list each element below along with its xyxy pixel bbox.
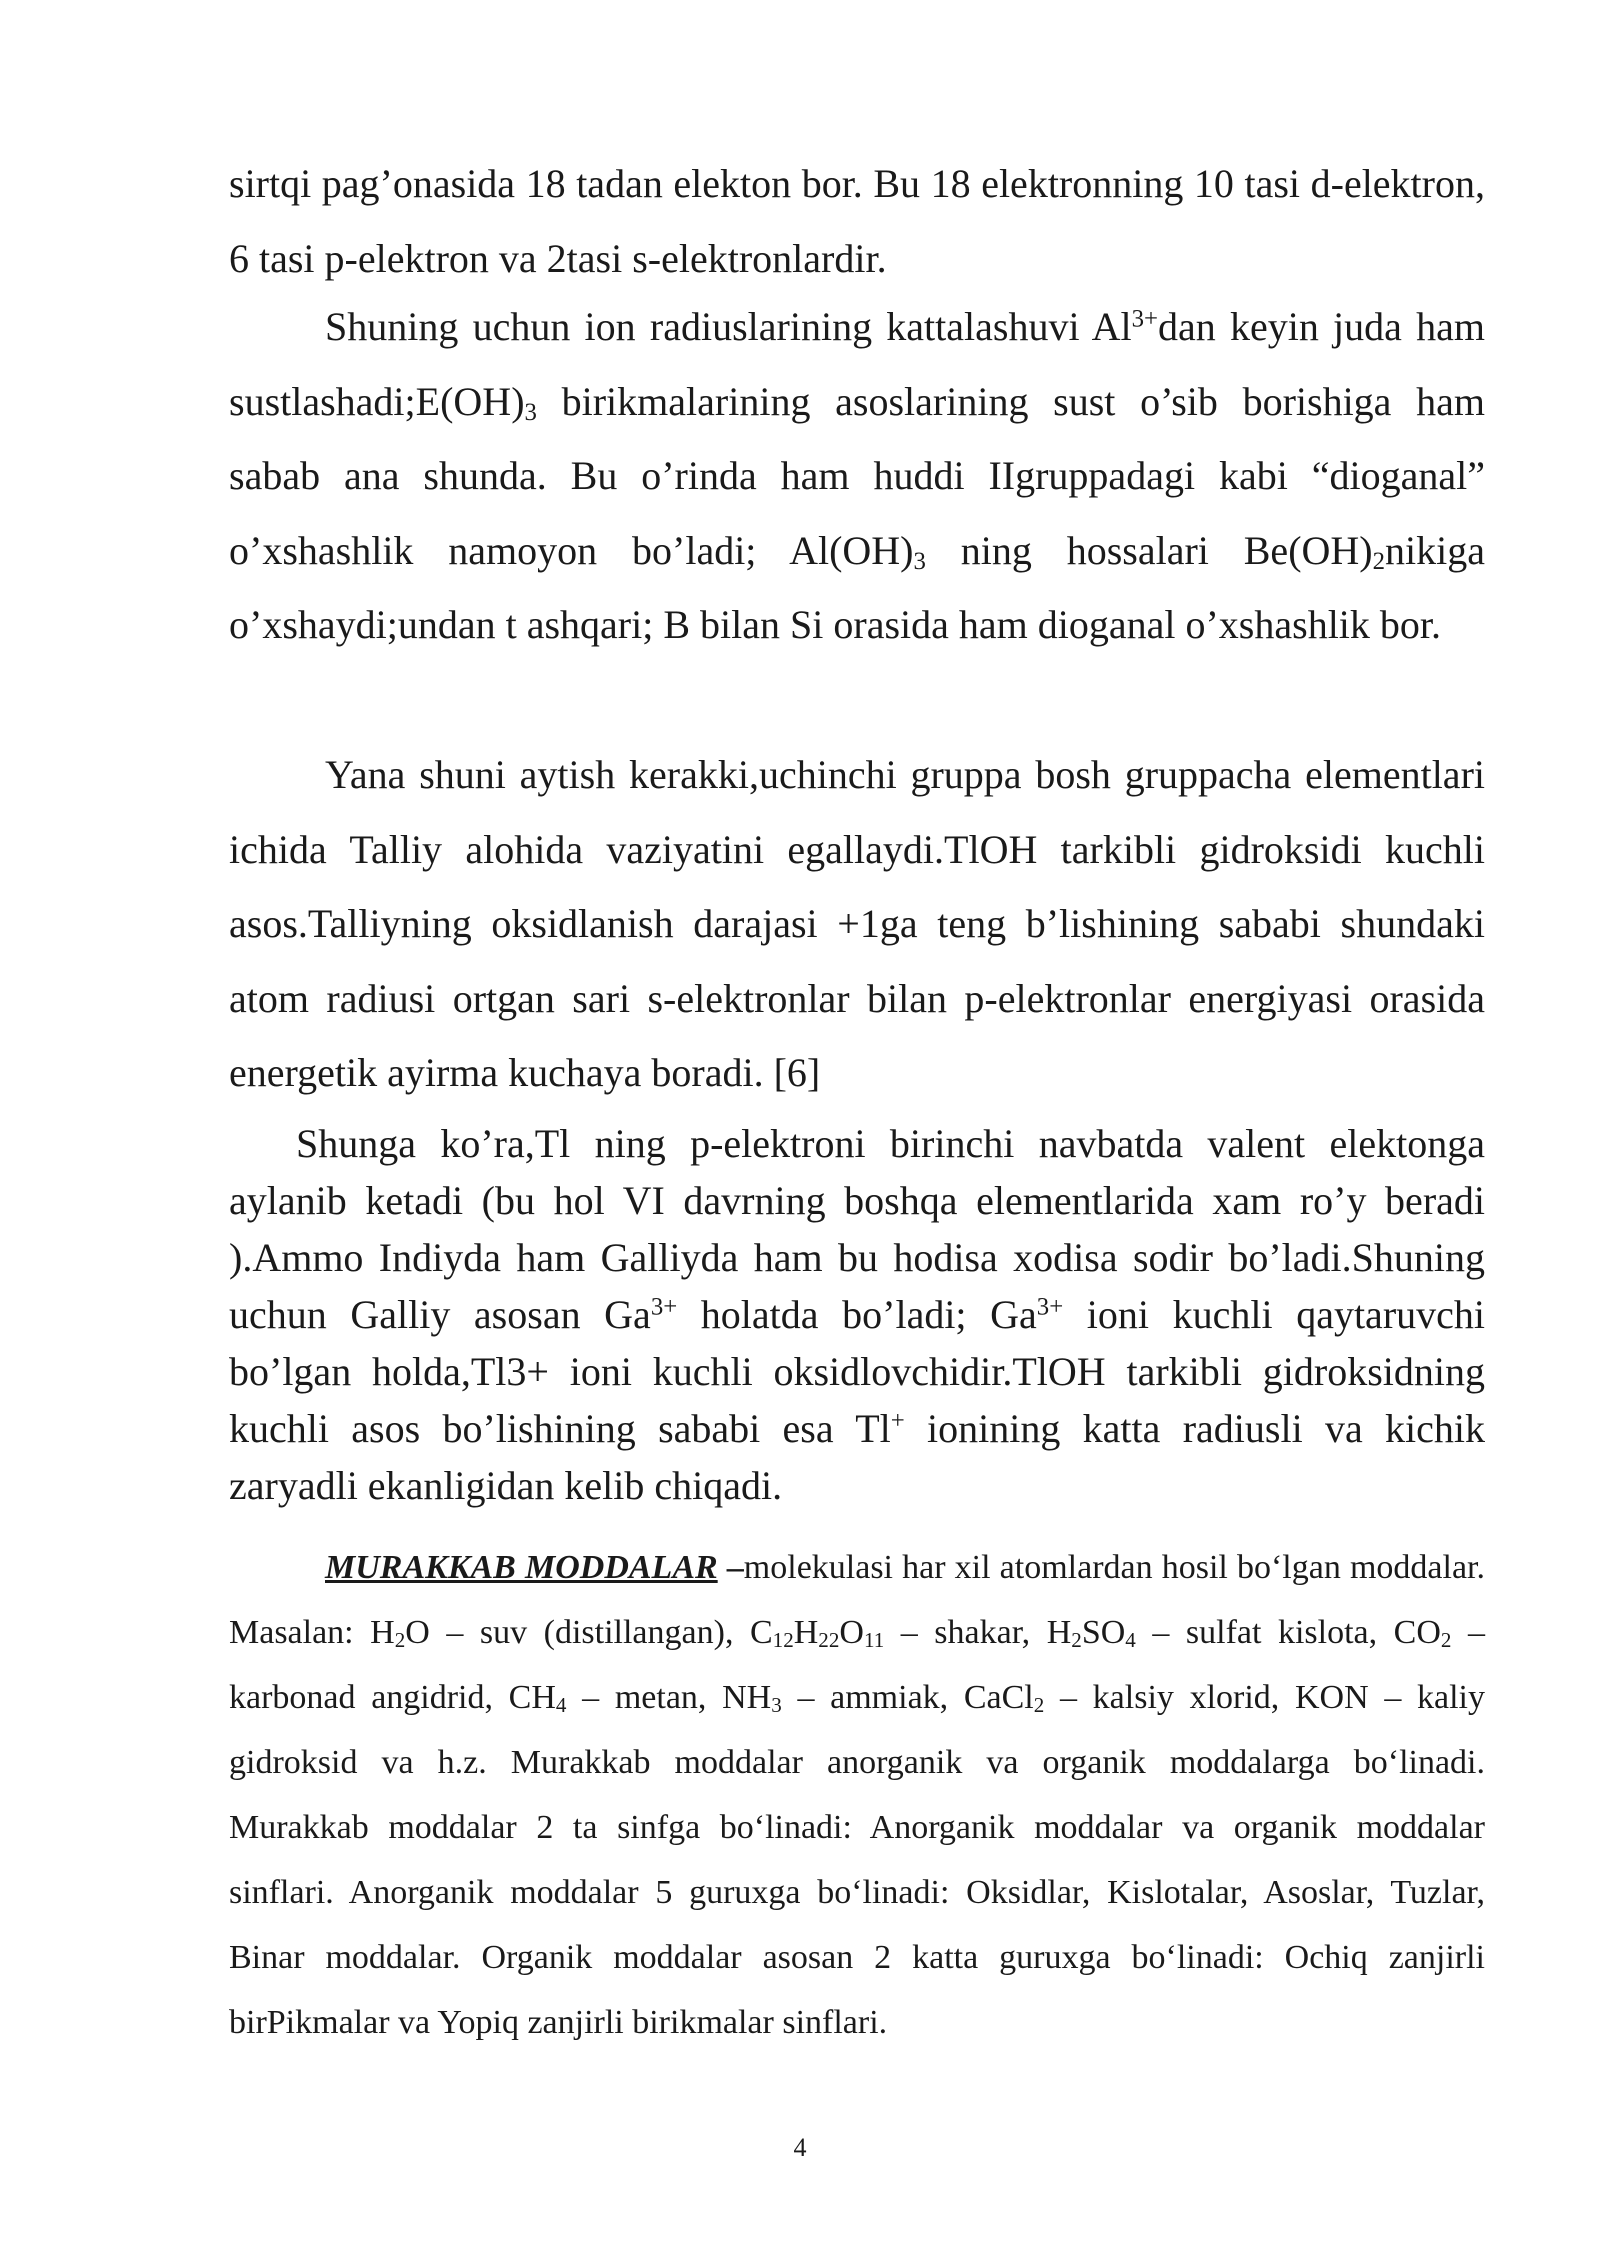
paragraph-4-text: ioni kuchli qaytaruvchi bo’lgan holda,Tl3+ ioni kuchli oksidlovchidir.TlOH tarkibli gidroksidning kuchli asos bo’lishining sababi esa Tl — [229, 1292, 1486, 1451]
paragraph-5-text: – karbonad angidrid, CH — [229, 1614, 1485, 1716]
section-heading: MURAKKAB MODDALAR — [325, 1549, 718, 1586]
subscript: 3 — [771, 1693, 782, 1718]
paragraph-3 — [229, 738, 1485, 1111]
paragraph-5-text: – kalsiy xlorid, KON – kaliy gidroksid va h.z. Murakkab moddalar anorganik va organik moddalarga bo‘linadi. Murakkab moddalar 2 ta sinfga bo‘linadi: Anorganik moddalar va organik moddalar sinflari. Anorganik moddalar 5 guruxga bo‘linadi: Oksidlar, Kislotalar, Asoslar, Tuzlar, Binar moddalar. Organik moddalar asosan 2 katta guruxga bo‘linadi: Ochiq zanjirli birPikmalar va Yopiq zanjirli birikmalar sinflari. — [229, 1679, 1485, 2041]
paragraph-1-text: sirtqi pag’onasida 18 tadan elekton bor. Bu 18 elektronning 10 tasi d-elektron, 6 tasi p-elektron va 2tasi s-elektronlardir. — [229, 161, 1485, 281]
subscript: 11 — [863, 1628, 885, 1653]
subscript: 4 — [555, 1693, 567, 1718]
subscript: 2 — [394, 1628, 406, 1653]
paragraph-5-text: – ammiak, CaCl — [781, 1679, 1034, 1716]
subscript: 4 — [1125, 1628, 1136, 1653]
paragraph-5-text: O – suv (distillangan), C — [405, 1614, 773, 1651]
page-number: 4 — [793, 2133, 807, 2162]
paragraph-1 — [229, 147, 1485, 296]
paragraph-4-text: Shunga ko’ra,Tl ning p-elektroni birinchi navbatda valent elektonga aylanib ketadi (bu hol VI davrning boshqa elementlarida xam ro’y beradi ).Ammo Indiyda ham Galliyda ham bu hodisa xodisa sodir bo’ladi.Shuning uchun Galliy asosan Ga — [229, 1121, 1485, 1337]
paragraph-2-text: dan keyin juda ham sustlashadi;E(OH) — [229, 304, 1486, 424]
paragraph-5-text: – sulfat kislota, CO — [1135, 1614, 1441, 1651]
subscript: 2 — [1033, 1693, 1045, 1718]
subscript: 2 — [1071, 1628, 1082, 1653]
paragraph-5-text: SO — [1081, 1614, 1126, 1651]
paragraph-4 — [229, 1115, 1485, 1514]
subscript: 12 — [772, 1628, 794, 1653]
paragraph-5-text: O — [839, 1614, 864, 1651]
superscript: 3+ — [1036, 1293, 1064, 1321]
paragraph-5-text: molekulasi har xil atomlardan hosil bo‘lgan moddalar. Masalan: H — [229, 1549, 1485, 1651]
subscript: 22 — [818, 1628, 840, 1653]
superscript: 3+ — [1131, 305, 1158, 333]
paragraph-4-text: ionining katta radiusli va kichik zaryadli ekanligidan kelib chiqadi. — [229, 1406, 1485, 1508]
paragraph-5-text: – shakar, H — [884, 1614, 1072, 1651]
paragraph-5 — [229, 1535, 1485, 2055]
superscript: + — [890, 1407, 905, 1435]
subscript: 3 — [913, 547, 926, 575]
paragraph-2-text: nikiga o’xshaydi;undan t ashqari; B bilan Si orasida ham dioganal o’xshashlik bor. — [229, 527, 1485, 647]
heading-dash: – — [717, 1549, 744, 1586]
superscript: 3+ — [650, 1293, 678, 1321]
paragraph-5-text: – metan, NH — [566, 1679, 772, 1716]
paragraph-5-text: H — [793, 1614, 819, 1651]
subscript: 3 — [524, 398, 537, 426]
paragraph-4-text: holatda bo’ladi; Ga — [677, 1292, 1037, 1337]
paragraph-3-text: Yana shuni aytish kerakki,uchinchi gruppa bosh gruppacha elementlari ichida Talliy alohida vaziyatini egallaydi.TlOH tarkibli gidroksidi kuchli asos.Talliyning oksidlanish darajasi +1ga teng b’lishining sababi shundaki atom radiusi ortgan sari s-elektronlar bilan p-elektronlar energiyasi orasida energetik ayirma kuchaya boradi. [6] — [229, 752, 1485, 1095]
subscript: 2 — [1372, 547, 1386, 575]
paragraph-2-text: Shuning uchun ion radiuslarining kattalashuvi Al — [325, 304, 1132, 349]
paragraph-2-text: ning hossalari Be(OH) — [925, 527, 1373, 573]
paragraph-2 — [229, 290, 1485, 663]
paragraph-2-text: birikmalarining asoslarining sust o’sib borishiga ham sabab ana shunda. Bu o’rinda ham huddi IIgruppadagi kabi “dioganal” o’xshashlik namoyon bo’ladi; Al(OH) — [229, 378, 1485, 573]
subscript: 2 — [1440, 1628, 1452, 1653]
